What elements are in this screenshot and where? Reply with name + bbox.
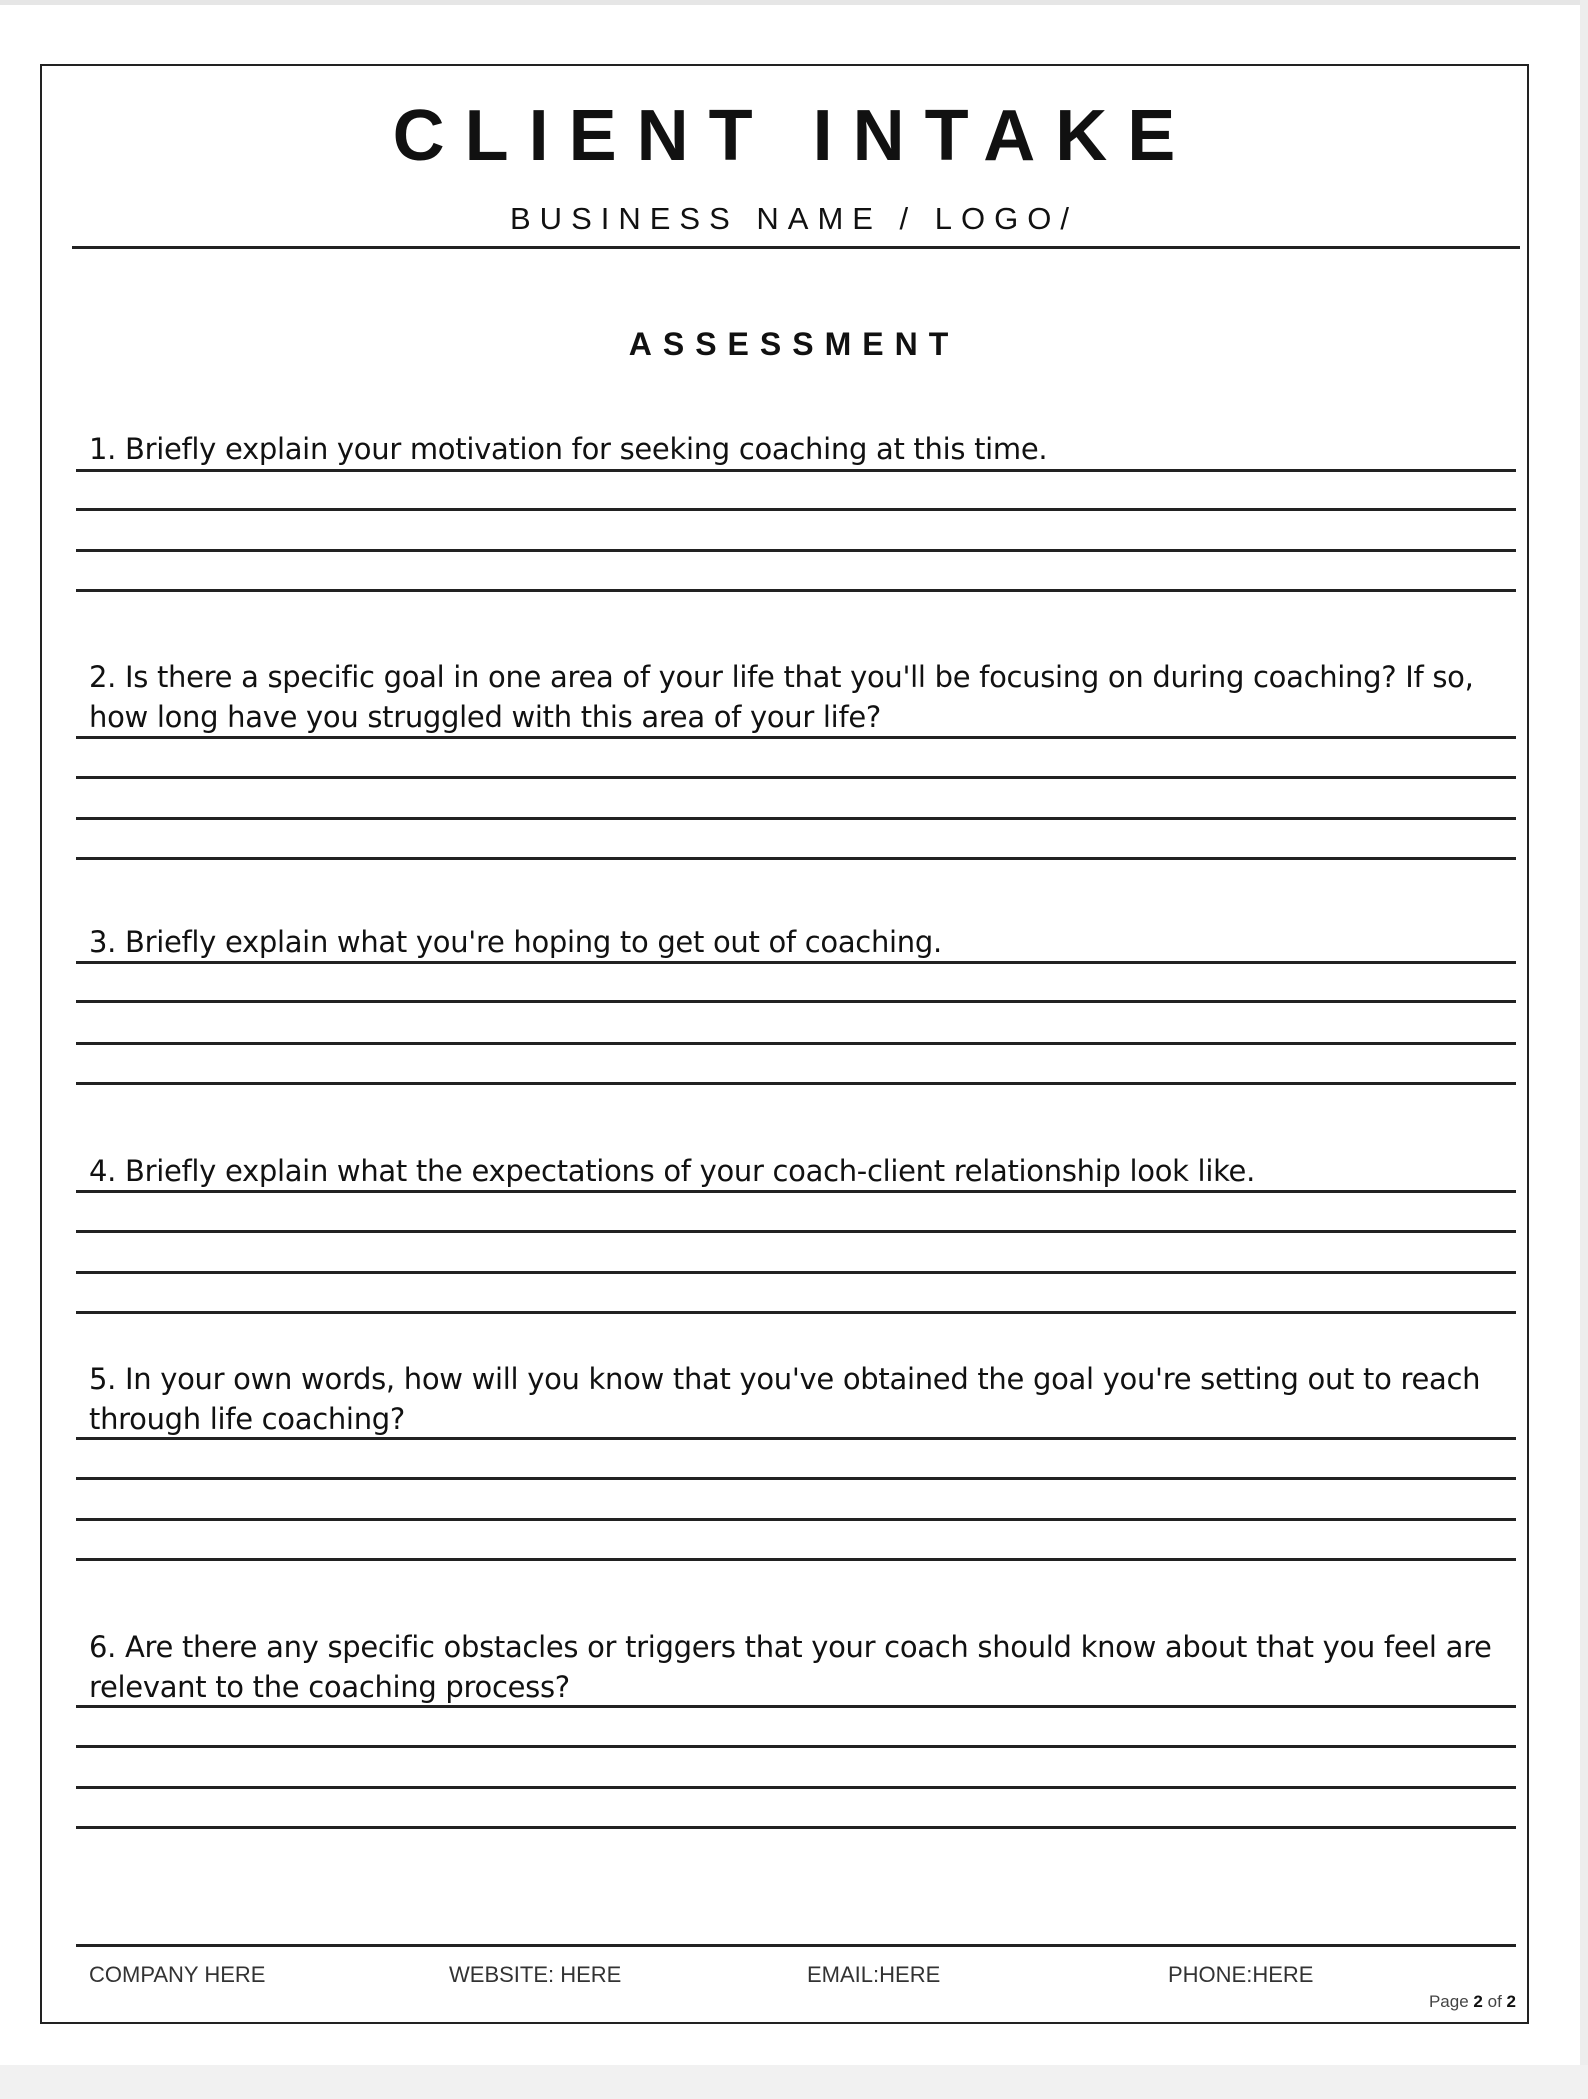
footer-email: EMAIL:HERE (807, 1962, 941, 1987)
page-total: 2 (1506, 1992, 1516, 2011)
question-4: 4. Briefly explain what the expectations of your coach-client relationship look like. (89, 1154, 1255, 1188)
answer-line[interactable] (76, 1786, 1516, 1789)
page-current: 2 (1473, 1992, 1483, 2011)
answer-line[interactable] (76, 1000, 1516, 1003)
answer-line[interactable] (76, 1190, 1516, 1193)
footer-website: WEBSITE: HERE (449, 1962, 622, 1987)
footer-divider (76, 1944, 1516, 1947)
page-label: Page (1428, 1992, 1469, 2011)
answer-line[interactable] (76, 1082, 1516, 1085)
answer-line[interactable] (76, 776, 1516, 779)
answer-line[interactable] (76, 1477, 1516, 1480)
answer-line[interactable] (76, 1437, 1516, 1440)
answer-line[interactable] (76, 469, 1516, 472)
question-3: 3. Briefly explain what you're hoping to get out of coaching. (89, 925, 942, 959)
question-5: 5. In your own words, how will you know that you've obtained the goal you're setting out to reach through life coaching? (89, 1362, 1481, 1436)
section-heading-assessment: ASSESSMENT (628, 326, 960, 362)
answer-line[interactable] (76, 549, 1516, 552)
answer-line[interactable] (76, 1826, 1516, 1829)
footer-company: COMPANY HERE (89, 1962, 266, 1987)
answer-line[interactable] (76, 1230, 1516, 1233)
answer-line[interactable] (76, 508, 1516, 511)
answer-line[interactable] (76, 1705, 1516, 1708)
answer-line[interactable] (76, 1745, 1516, 1748)
business-name-logo: BUSINESS NAME / LOGO/ (510, 201, 1078, 236)
question-2: 2. Is there a specific goal in one area of your life that you'll be focusing on during coaching? If so, how long have you struggled with this area of your life? (89, 660, 1474, 734)
answer-line[interactable] (76, 589, 1516, 592)
answer-line[interactable] (76, 961, 1516, 964)
page-number (1429, 1993, 1516, 2010)
answer-line[interactable] (76, 1042, 1516, 1045)
answer-line[interactable] (76, 817, 1516, 820)
header-divider (72, 246, 1520, 249)
question-6: 6. Are there any specific obstacles or triggers that your coach should know about that you feel are relevant to the coaching process? (89, 1630, 1492, 1704)
footer-phone: PHONE:HERE (1168, 1962, 1314, 1987)
answer-line[interactable] (76, 1311, 1516, 1314)
viewer-top-edge (0, 0, 1588, 5)
answer-line[interactable] (76, 1271, 1516, 1274)
viewer-bottom-edge (0, 2065, 1588, 2099)
answer-line[interactable] (76, 857, 1516, 860)
answer-line[interactable] (76, 1558, 1516, 1561)
answer-line[interactable] (76, 736, 1516, 739)
page-title: CLIENT INTAKE (392, 96, 1196, 176)
page-of: of (1487, 1992, 1502, 2011)
answer-line[interactable] (76, 1518, 1516, 1521)
viewer-scroll-edge (1580, 0, 1588, 2099)
question-1: 1. Briefly explain your motivation for seeking coaching at this time. (89, 432, 1048, 466)
